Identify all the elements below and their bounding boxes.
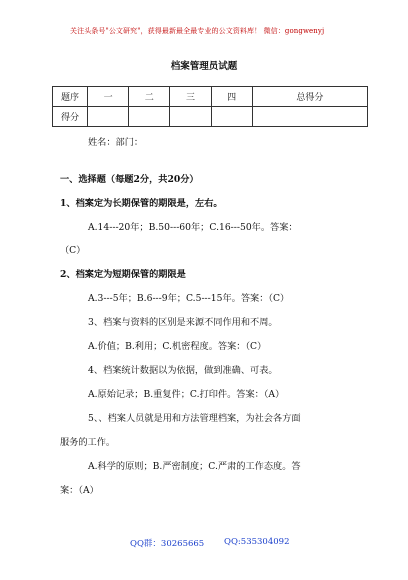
score-table-cell: 题序	[53, 87, 88, 107]
question-4-options: A.原始记录；B.重复件；C.打印件。答案：（A）	[88, 389, 285, 400]
header-note: 关注头条号"公文研究"，获得最新最全最专业的公文资料库！ 微信：gongwenyj	[70, 27, 325, 35]
question-5-text-line2: 服务的工作。	[60, 437, 116, 448]
page-title: 档案管理员试题	[170, 61, 238, 72]
score-table-cell	[211, 107, 252, 127]
score-table-cell: 得分	[53, 107, 88, 127]
question-3-text: 3、档案与资料的区别是来源不同作用和不周。	[88, 317, 278, 328]
score-table-cell	[129, 107, 170, 127]
footer-qq-group: QQ群：30265665	[130, 539, 205, 549]
question-1-text: 1、档案定为长期保管的期限是，左右。	[60, 198, 223, 209]
section-heading: 一、选择题（每题2分，共20分）	[60, 174, 199, 185]
score-table	[52, 86, 368, 127]
score-table-cell: 一	[88, 87, 129, 107]
score-table-cell	[88, 107, 129, 127]
question-3-options: A.价值；B.利用；C.机密程度。答案：（C）	[88, 341, 267, 352]
name-department-line: 姓名：部门：	[88, 137, 144, 148]
question-5-options-line1: A.科学的原则；B.严密制度；C.严肃的工作态度。答	[88, 461, 301, 472]
score-table-cell: 三	[170, 87, 211, 107]
score-table-score-row	[53, 107, 368, 127]
question-5-text-line1: 5、、档案人员就是用和方法管理档案，为社会各方面	[88, 413, 301, 424]
question-1-answer: （C）	[60, 245, 86, 256]
question-2-text: 2、档案定为短期保管的期限是	[60, 269, 186, 280]
question-2-options: A.3---5年；B.6---9年；C.5---15年。答案：（C）	[88, 293, 290, 304]
question-4-text: 4、档案统计数据以为依据，做到准确、可表。	[88, 365, 278, 376]
score-table-cell: 二	[129, 87, 170, 107]
footer-qq: QQ:535304092	[224, 537, 290, 547]
question-1-options: A.14---20年；B.50---60年；C.16---50年。答案：	[88, 222, 298, 233]
score-table-cell	[252, 107, 367, 127]
score-table-header-row	[53, 87, 368, 107]
question-5-options-line2: 案：（A）	[60, 485, 99, 496]
score-table-cell: 四	[211, 87, 252, 107]
score-table-cell	[170, 107, 211, 127]
score-table-cell: 总得分	[252, 87, 367, 107]
